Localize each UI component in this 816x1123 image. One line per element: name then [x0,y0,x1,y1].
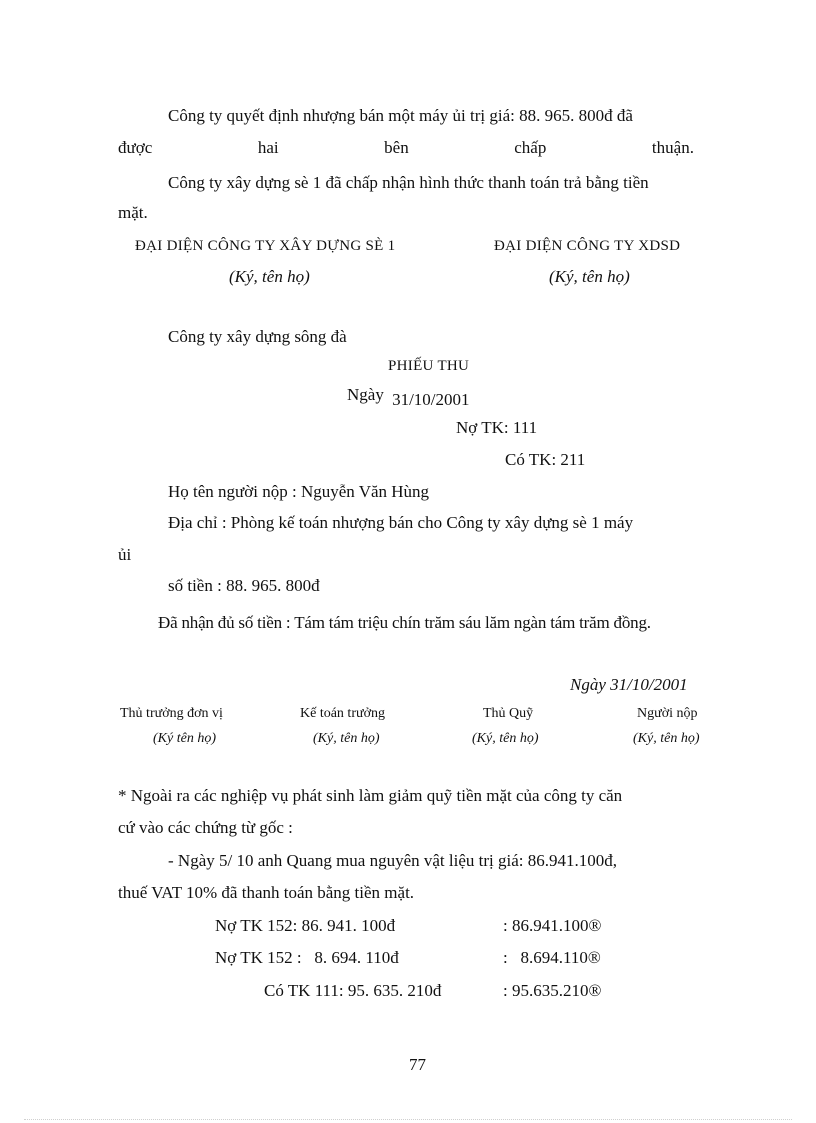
intro-line-2 [118,138,694,158]
extra-line-4: thuế VAT 10% đã thanh toán bằng tiền mặt. [118,883,415,902]
entry-left: Nợ TK 152: 86. 941. 100đ [215,916,396,935]
receipt-date-label: Ngày [347,385,384,404]
footer-divider [24,1119,792,1120]
intro-line-3: Công ty xây dựng sè 1 đã chấp nhận hình thức thanh toán trả bằng tiền [168,173,649,192]
receipt-company: Công ty xây dựng sông đà [168,327,347,346]
entry-left: Có TK 111: 95. 635. 210đ [264,981,442,1000]
intro-word: hai [257,138,279,157]
receipt-amount: số tiền : 88. 965. 800đ [168,576,320,595]
signature-note: (Ký, tên họ) [472,731,539,746]
receipt-date [347,385,470,409]
entry-right: : 95.635.210® [503,981,602,1000]
receipt-debit: Nợ TK: 111 [456,418,538,437]
signature-role: Kế toán trưởng [300,706,385,721]
receipt-address-line-2: ủi [118,545,132,564]
left-representative-title: ĐẠI DIỆN CÔNG TY XÂY DỰNG SÈ 1 [135,238,396,254]
entry-right: : 8.694.110® [503,948,601,967]
intro-line-1: Công ty quyết định nhượng bán một máy ủi trị giá: 88. 965. 800đ đã [168,106,633,125]
right-representative-title: ĐẠI DIỆN CÔNG TY XDSD [494,238,681,254]
right-representative-note: (Ký, tên họ) [549,267,630,286]
signature-note: (Ký, tên họ) [313,731,380,746]
receipt-address-line-1: Địa chỉ : Phòng kế toán nhượng bán cho Công ty xây dựng sè 1 máy [168,513,634,532]
receipt-title: PHIẾU THU [388,358,470,374]
intro-line-4: mặt. [118,203,148,222]
receipt-received: Đã nhận đủ số tiền : Tám tám triệu chín trăm sáu lăm ngàn tám trăm đồng. [158,613,651,632]
signature-role: Thủ Quỹ [483,706,534,721]
entry-left: Nợ TK 152 : 8. 694. 110đ [215,948,399,967]
receipt-sign-date: Ngày 31/10/2001 [570,675,688,694]
signature-note: (Ký, tên họ) [633,731,700,746]
receipt-credit: Có TK: 211 [505,450,586,469]
intro-word: thuận. [651,138,694,157]
signature-note: (Ký tên họ) [153,731,216,746]
extra-line-2: cứ vào các chứng từ gốc : [118,818,293,837]
receipt-payer: Họ tên người nộp : Nguyễn Văn Hùng [168,482,430,501]
left-representative-note: (Ký, tên họ) [229,267,310,286]
extra-line-1: * Ngoài ra các nghiệp vụ phát sinh làm giảm quỹ tiền mặt của công ty căn [118,786,623,805]
intro-word: chấp [514,138,547,157]
receipt-date-value: 31/10/2001 [392,390,470,409]
signature-role: Người nộp [637,706,698,721]
extra-line-3: - Ngày 5/ 10 anh Quang mua nguyên vật liệu trị giá: 86.941.100đ, [168,851,617,870]
entry-right: : 86.941.100® [503,916,602,935]
intro-word: bên [384,138,409,157]
signature-role: Thủ trưởng đơn vị [120,706,223,721]
page-number: 77 [409,1055,426,1074]
intro-word: được [118,138,153,157]
